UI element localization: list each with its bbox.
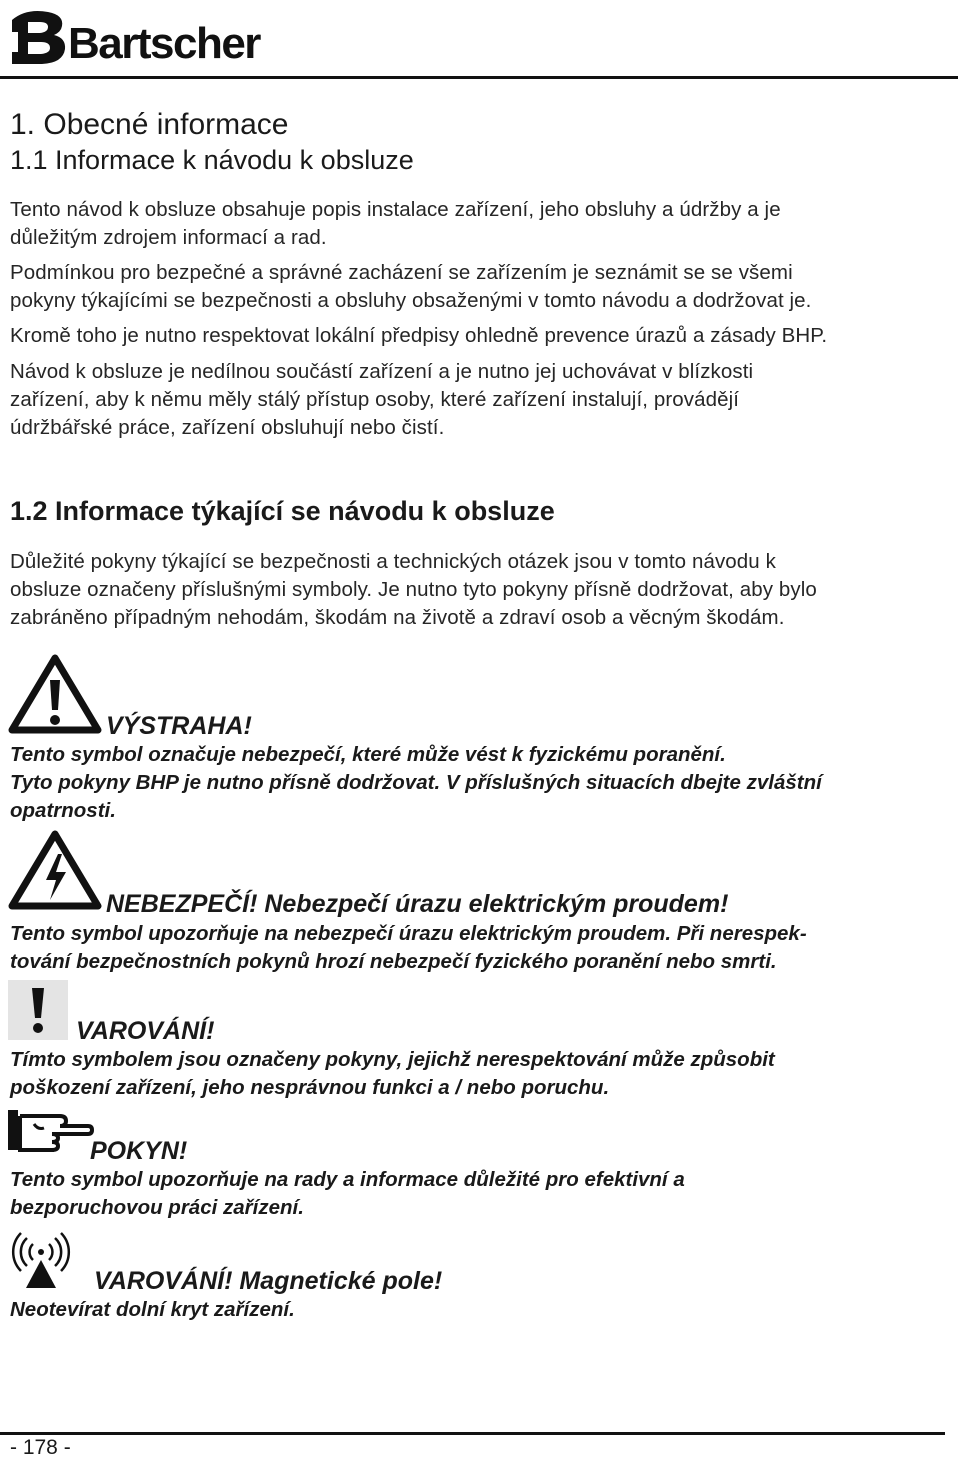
paragraph-line: Důležité pokyny týkající se bezpečnosti a technických otázek jsou v tomto návodu k (10, 550, 776, 573)
note-line: bezporuchovou práci zařízení. (10, 1196, 304, 1219)
warning-line: opatrnosti. (10, 799, 116, 822)
note-line: Tento symbol upozorňuje na rady a informace důležité pro efektivní a (10, 1168, 685, 1191)
paragraph-intro (10, 196, 950, 252)
caution-title: VAROVÁNÍ! (76, 1017, 215, 1045)
paragraph-line: Kromě toho je nutno respektovat lokální předpisy ohledně prevence úrazů a zásady BHP. (10, 324, 828, 347)
magnetic-line: Neotevírat dolní kryt zařízení. (10, 1298, 295, 1321)
section-title: 1. Obecné informace (10, 108, 289, 141)
paragraph-line: obsluze označeny příslušnými symboly. Je nutno tyto pokyny přísně dodržovat, aby bylo (10, 578, 817, 601)
svg-text:Bartscher: Bartscher (68, 19, 260, 68)
header-rule (0, 76, 958, 79)
warning-line: Tyto pokyny BHP je nutno přísně dodržovat. V příslušných situacích dbejte zvláštní (10, 771, 822, 794)
paragraph-line: důležitým zdrojem informací a rad. (10, 226, 327, 249)
paragraph-line: Podmínkou pro bezpečné a správné zacházení se zařízením je seznámit se se všemi (10, 261, 793, 284)
paragraph-line: pokyny týkajícími se bezpečnosti a obsluhy obsaženými v tomto návodu a dodržovat je. (10, 289, 812, 312)
bartscher-logo (8, 6, 260, 68)
subsection-title-1-1: 1.1 Informace k návodu k obsluze (10, 145, 414, 175)
danger-text (10, 920, 955, 976)
caution-line: poškození zařízení, jeho nesprávnou funkci a / nebo poruchu. (10, 1076, 610, 1099)
paragraph-line: zabráněno případným nehodám, škodám na životě a zdraví osob a věcným škodám. (10, 606, 785, 629)
electric-hazard-icon (8, 830, 102, 910)
paragraph-symbols (10, 548, 950, 632)
note-text (10, 1166, 955, 1222)
paragraph-line: Tento návod k obsluze obsahuje popis instalace zařízení, jeho obsluhy a údržby a je (10, 198, 781, 221)
footer-rule (0, 1432, 945, 1435)
caution-text (10, 1046, 955, 1102)
page-number: - 178 - (10, 1436, 71, 1459)
warning-text (10, 741, 955, 825)
paragraph-line: zařízení, aby k němu měly stálý přístup osoby, které zařízení instalují, provádějí (10, 388, 740, 411)
paragraph-storage (10, 358, 950, 442)
paragraph-local-rules (10, 322, 950, 350)
paragraph-safety (10, 259, 950, 315)
danger-line: Tento symbol upozorňuje na nebezpečí úrazu elektrickým proudem. Při nerespek- (10, 922, 807, 945)
caution-line: Tímto symbolem jsou označeny pokyny, jejichž nerespektování může způsobit (10, 1048, 775, 1071)
paragraph-line: Návod k obsluze je nedílnou součástí zařízení a je nutno jej uchovávat v blízkosti (10, 360, 754, 383)
subsection-title-1-2: 1.2 Informace týkající se návodu k obsluze (10, 496, 555, 526)
warning-triangle-icon (8, 654, 102, 734)
magnetic-field-icon (8, 1232, 74, 1290)
magnetic-text (10, 1296, 955, 1324)
note-title: POKYN! (90, 1137, 188, 1165)
magnetic-title: VAROVÁNÍ! Magnetické pole! (94, 1267, 443, 1295)
warning-line: Tento symbol označuje nebezpečí, které může vést k fyzickému poranění. (10, 743, 726, 766)
warning-title: VÝSTRAHA! (106, 712, 252, 740)
pointing-hand-icon (8, 1108, 92, 1154)
danger-line: tování bezpečnostních pokynů hrozí nebezpečí fyzického poranění nebo smrti. (10, 950, 777, 973)
paragraph-line: údržbářské práce, zařízení obsluhují nebo čistí. (10, 416, 445, 439)
danger-title: NEBEZPEČÍ! Nebezpečí úrazu elektrickým proudem! (106, 890, 729, 918)
exclamation-icon (8, 980, 68, 1040)
